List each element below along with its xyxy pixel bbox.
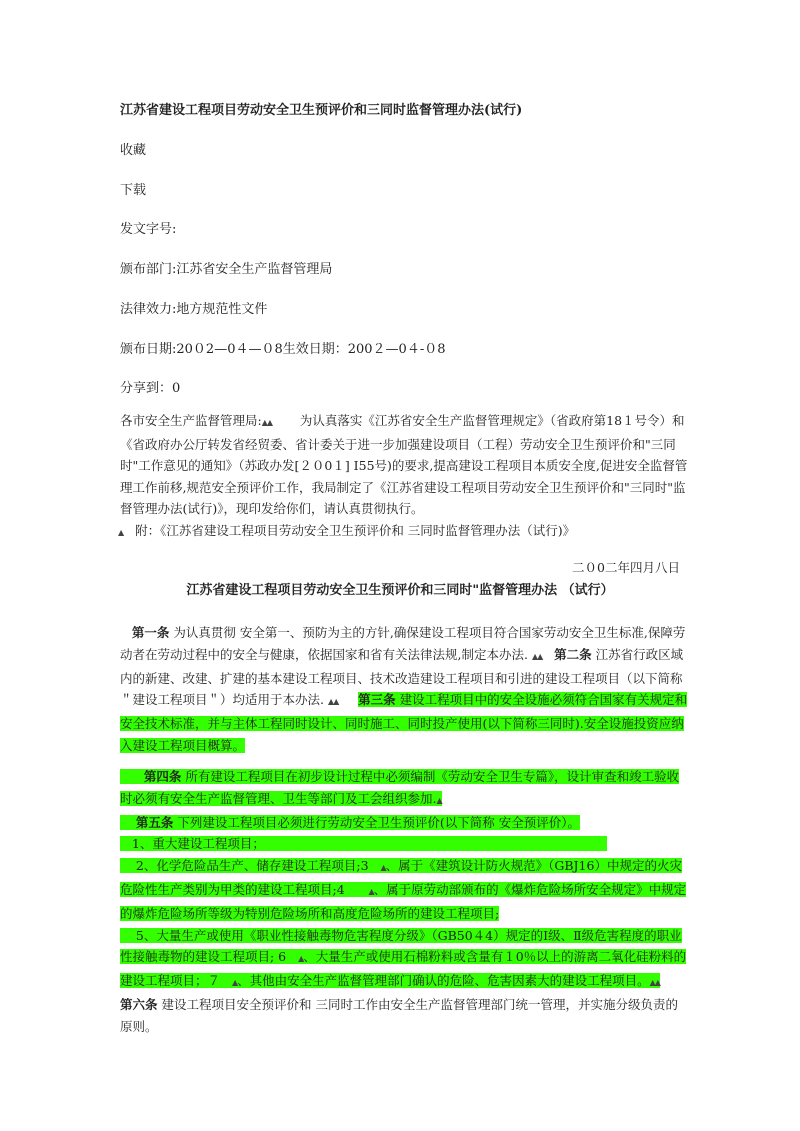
article-label: 第二条	[554, 646, 592, 662]
highlighted-item	[120, 836, 607, 851]
notice-salutation: 各市安全生产监督管理局:	[120, 413, 262, 428]
article-text: 建设工程项目安全预评价和 三同时工作由安全生产监督管理部门统一管理，并实施分级负责的原则。	[120, 996, 678, 1034]
articles-4-6	[120, 766, 688, 1038]
regulation-title: 江苏省建设工程项目劳动安全卫生预评价和三同时"监督管理办法 （试行）	[186, 583, 614, 598]
broken-image-icon: ▲▲	[327, 697, 339, 707]
article-label: 第三条	[358, 692, 396, 708]
issuer-field: 颁布部门:江苏省安全生产监督管理局	[120, 262, 333, 277]
article-text: 下列建设工程项目必须进行劳动安全卫生预评价(以下简称 安全预评价）。	[173, 814, 580, 830]
share-count[interactable]: 分享到：0	[120, 381, 181, 396]
highlighted-article	[120, 769, 679, 806]
highlighted-item	[120, 928, 686, 989]
article-label: 第五条	[135, 814, 174, 830]
legal-effect-field: 法律效力:地方规范性文件	[120, 302, 268, 317]
list-item: 、大量生产或使用石棉粉料或含量有１0％以上的游离二氧化硅粉料的建设工程项目；７	[120, 949, 687, 989]
dates-field: 颁布日期:20０2—0４—０8生效日期：200２—0４-０8	[120, 342, 446, 357]
broken-image-icon: ▲	[380, 863, 386, 873]
article-text: 建设工程项目中的安全设施必须符合国家有关规定和安全技术标准，并与主体工程同时设计、同时施工、同时投产使用(以下简称三同时).安全设施投资应纳入建设工程项目概算。	[120, 692, 688, 753]
notice-date: 二０0二年四月八日	[572, 560, 680, 575]
list-item: 、属于原劳动部颁布的《爆炸危险场所安全规定》中规定的爆炸危险场所等级为特别危险场所和高度危险场所的建设工程项目;	[120, 881, 687, 921]
doc-number-label: 发文字号:	[120, 222, 177, 237]
list-item: 、其他由安全生产监督管理部门确认的危险、危害因素大的建设工程项目。	[237, 973, 650, 989]
list-item: 2、化学危险品生产、储存建设工程项目;3	[135, 858, 369, 874]
attachment-line	[118, 521, 575, 539]
broken-image-icon: ▲▲	[531, 651, 543, 661]
broken-image-icon: ▲	[368, 886, 374, 896]
article-text: 江苏省行政区域内的新建、改建、扩建的基本建设工程项目、技术改造建设工程项目和引进的建设工程项目（以下简称＂建设工程项目＂）均适用于本办法.	[120, 646, 684, 708]
broken-image-icon: ▲▲	[261, 418, 273, 427]
notice-paragraph	[120, 410, 688, 520]
list-item: 1、重大建设工程项目；	[131, 836, 265, 852]
list-item: 、属于《建筑设计防火规范》（GBJ16）中规定的火灾危险性生产类别为甲类的建设工程项目;4	[120, 858, 682, 897]
article-label: 第六条	[120, 996, 158, 1012]
highlighted-item	[120, 858, 686, 921]
article-text: 所有建设工程项目在初步设计过程中必须编制《劳动安全卫生专篇》，设计审查和竣工验收时必须有安全生产监督管理、卫生等部门及工会组织参加.	[120, 769, 680, 806]
list-item: 5、大量生产或使用《职业性接触毒物危害程度分级》（GB50４4）规定的Ⅰ级、Ⅱ级危害程度的职业性接触毒物的建设工程项目; 6	[120, 927, 682, 965]
broken-image-icon: ▲	[231, 978, 238, 988]
broken-image-icon: ▲	[436, 795, 442, 805]
document-title: 江苏省建设工程项目劳动安全卫生预评价和三同时监督管理办法(试行)	[120, 103, 523, 118]
download-link[interactable]: 下载	[120, 183, 147, 198]
article-label: 第四条	[143, 769, 182, 784]
broken-image-icon: ▲	[118, 528, 124, 537]
broken-image-icon: ▲	[298, 954, 304, 964]
favorite-link[interactable]: 收藏	[120, 143, 147, 158]
highlighted-article	[120, 815, 580, 830]
attachment-text[interactable]: 附：《江苏省建设工程项目劳动安全卫生预评价和 三同时监督管理办法（试行)》	[135, 523, 576, 538]
notice-body: 为认真落实《江苏省安全生产监督管理规定》（省政府第18１号令）和《省政府办公厅转发省经贸委、省计委关于进一步加强建设项目（工程）劳动安全卫生预评价和"三同时"工作意见的通知》（苏政办发[２０0１] I55号)的要求,提高建设工程项目本质安全度,促进安全监督管理工作前移,规范安全预评价工作，我局制定了《江苏省建设工程项目劳动安全卫生预评价和"三同时"监督管理办法(试行)》，现印发给你们，请认真贯彻执行。	[120, 413, 688, 516]
article-text: 为认真贯彻 安全第一、预防为主的方针,确保建设工程项目符合国家劳动安全卫生标准,保障劳动者在劳动过程中的安全与健康，依据国家和省有关法律法规,制定本办法.	[120, 625, 686, 662]
article-label: 第一条	[131, 625, 170, 640]
broken-image-icon: ▲▲	[649, 978, 660, 988]
articles-1-3	[120, 622, 688, 757]
